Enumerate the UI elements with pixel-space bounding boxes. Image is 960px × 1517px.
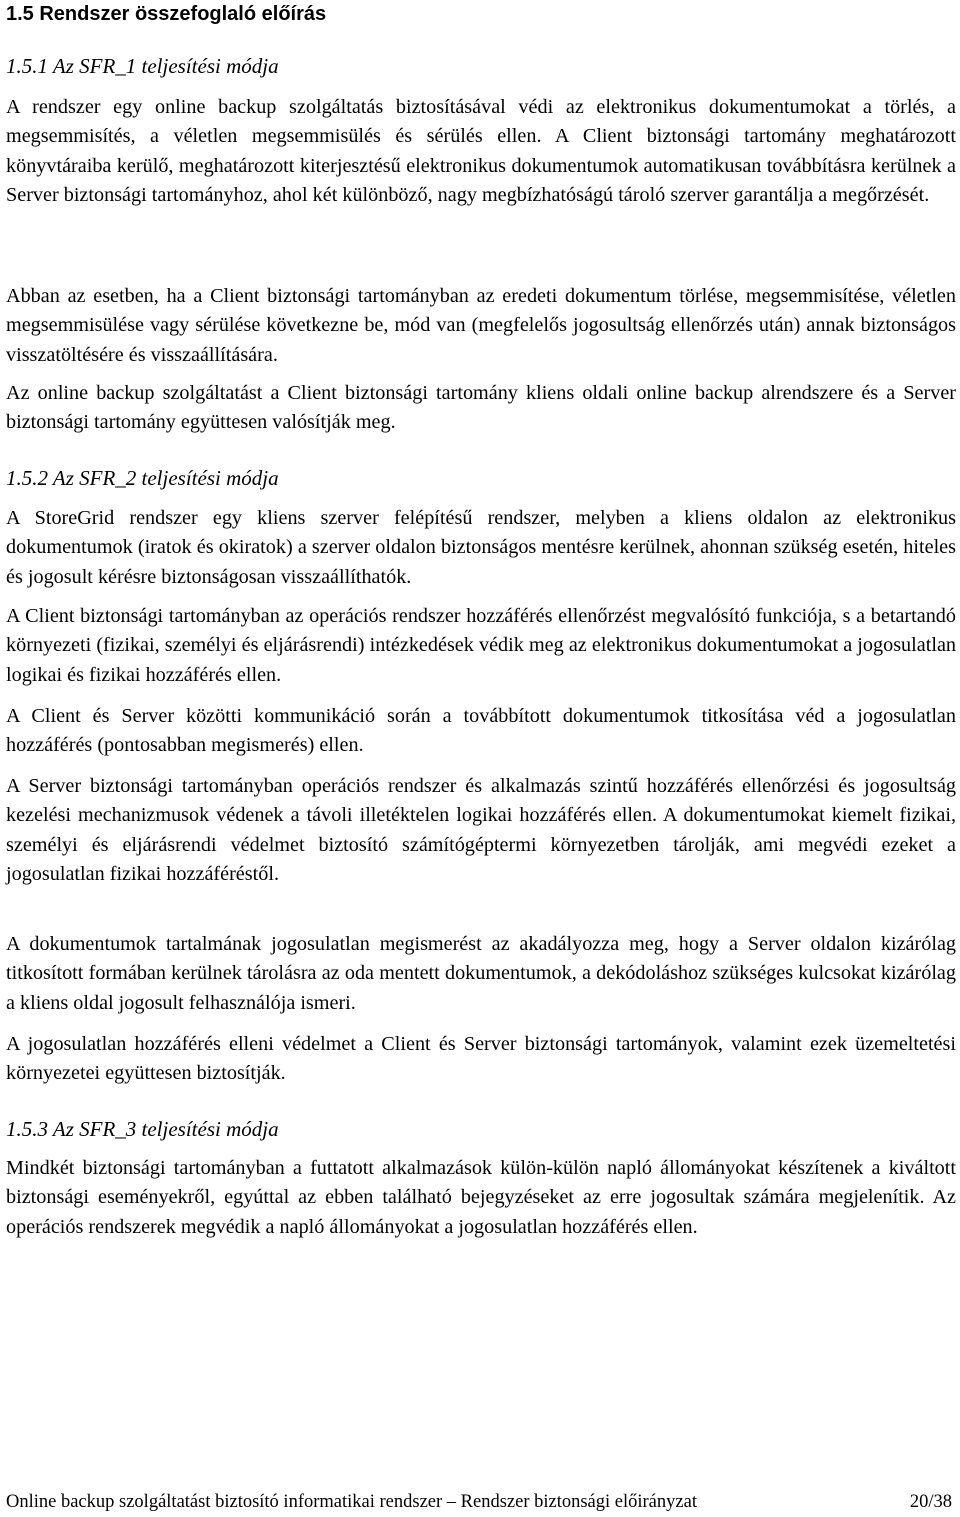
paragraph: A StoreGrid rendszer egy kliens szerver felépítésű rendszer, melyben a kliens oldalon az elektronikus dokumentumok (iratok és okiratok) a szerver oldalon biztonságos mentésre kerülnek, ahonnan szükség esetén, hiteles és jogosult kérésre biztonságosan visszaállíthatók. bbox=[6, 507, 956, 588]
paragraph: Az online backup szolgáltatást a Client biztonsági tartomány kliens oldali online backup alrendszere és a Server biztonsági tartomány együttesen valósítják meg. bbox=[6, 382, 956, 434]
paragraph: A Server biztonsági tartományban operációs rendszer és alkalmazás szintű hozzáférés ellenőrzési és jogosultság kezelési mechanizmusok védenek a távoli illetéktelen logikai hozzáférés ellen. A dokumentumokat kiemelt fizikai, személyi és eljárásrendi védelmet biztosító számítógéptermi környezetben tárolják, ami megvédi ezeket a jogosulatlan fizikai hozzáféréstől. bbox=[6, 775, 956, 886]
paragraph: A dokumentumok tartalmának jogosulatlan megismerést az akadályozza meg, hogy a Server oldalon kizárólag titkosított formában kerülnek tárolásra az oda mentett dokumentumok, a dekódoláshoz szükséges kulcsokat kizárólag a kliens oldal jogosult felhasználója ismeri. bbox=[6, 933, 956, 1014]
paragraph: A jogosulatlan hozzáférés elleni védelmet a Client és Server biztonsági tartományok, valamint ezek üzemeltetési környezetei együttesen biztosítják. bbox=[6, 1033, 956, 1085]
subsection-heading-sfr1: 1.5.1 Az SFR_1 teljesítési módja bbox=[6, 54, 279, 78]
subsection-heading-sfr2: 1.5.2 Az SFR_2 teljesítési módja bbox=[6, 466, 279, 490]
footer-page-number: 20/38 bbox=[909, 1492, 952, 1512]
section-heading: 1.5 Rendszer összefoglaló előírás bbox=[6, 3, 327, 25]
subsection-heading-sfr3: 1.5.3 Az SFR_3 teljesítési módja bbox=[6, 1117, 279, 1141]
paragraph: Abban az esetben, ha a Client biztonsági tartományban az eredeti dokumentum törlése, megsemmisítése, véletlen megsemmisülése vagy sérülése következne be, mód van (megfelelős jogosultság ellenőrzés után) annak biztonságos visszatöltésére és visszaállítására. bbox=[6, 285, 956, 366]
paragraph: A Client biztonsági tartományban az operációs rendszer hozzáférés ellenőrzést megvalósító funkciója, s a betartandó környezeti (fizikai, személyi és eljárásrendi) intézkedések védik meg az elektronikus dokumentumokat a jogosulatlan logikai és fizikai hozzáférés ellen. bbox=[6, 605, 956, 686]
paragraph: A rendszer egy online backup szolgáltatás biztosításával védi az elektronikus dokumentumokat a törlés, a megsemmisítés, a véletlen megsemmisülés és sérülés ellen. A Client biztonsági tartomány meghatározott könyvtáraiba kerülő, meghatározott kiterjesztésű elektronikus dokumentumok automatikusan továbbításra kerülnek a Server biztonsági tartományhoz, ahol két különböző, nagy megbízhatóságú tároló szerver garantálja a megőrzését. bbox=[6, 96, 956, 207]
paragraph: Mindkét biztonsági tartományban a futtatott alkalmazások külön-külön napló állományokat készítenek a kiváltott biztonsági eseményekről, egyúttal az ebben található bejegyzéseket az erre jogosultak számára megjelenítik. Az operációs rendszerek megvédik a napló állományokat a jogosulatlan hozzáférés ellen. bbox=[6, 1157, 956, 1238]
paragraph: A Client és Server közötti kommunikáció során a továbbított dokumentumok titkosítása véd a jogosulatlan hozzáférés (pontosabban megismerés) ellen. bbox=[6, 705, 956, 757]
footer-document-title: Online backup szolgáltatást biztosító informatikai rendszer – Rendszer biztonsági előirányzat bbox=[6, 1492, 697, 1512]
